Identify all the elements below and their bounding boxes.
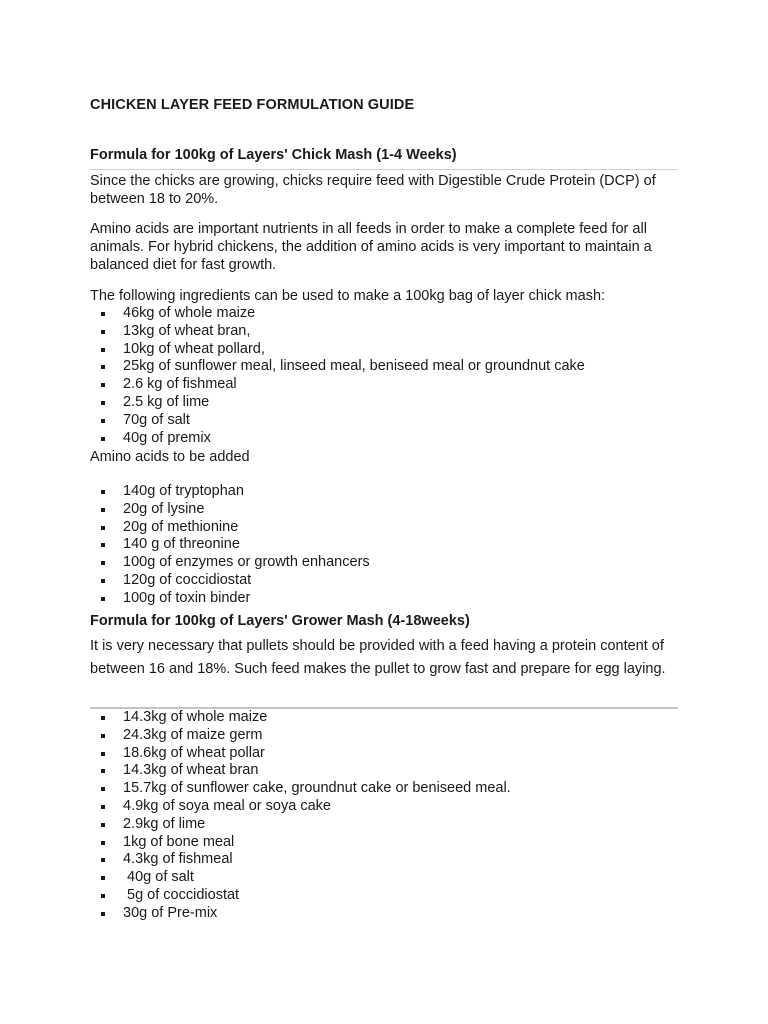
list-item <box>90 572 370 590</box>
list-item-text: 2.5 kg of lime <box>123 393 210 410</box>
bullet-marker <box>101 365 105 369</box>
document-title: CHICKEN LAYER FEED FORMULATION GUIDE <box>90 97 415 113</box>
bullet-marker <box>101 561 105 565</box>
amino-acids-paragraph: Amino acids are important nutrients in all feeds in order to make a complete feed for all animals. For hybrid chickens, the addition of amino acids is very important to maintain a balanced diet for fast growth. <box>90 221 652 273</box>
amino-acids-label: Amino acids to be added <box>90 449 250 465</box>
bullet-marker <box>101 805 105 809</box>
bullet-marker <box>101 858 105 862</box>
bullet-marker <box>101 876 105 880</box>
list-item-text: 14.3kg of wheat bran <box>123 762 259 779</box>
list-item-text: 140g of tryptophan <box>123 483 244 499</box>
list-item-text: 100g of toxin binder <box>123 589 251 606</box>
list-item-text: 120g of coccidiostat <box>123 571 252 588</box>
list-item-text: 20g of methionine <box>123 518 239 535</box>
bullet-marker <box>101 490 105 494</box>
bullet-marker <box>101 912 105 916</box>
bullet-marker <box>101 769 105 773</box>
list-item-text: 2.9kg of lime <box>123 815 206 832</box>
list-item <box>90 762 511 780</box>
bullet-marker <box>101 823 105 827</box>
list-item-text: 5g of coccidiostat <box>123 886 240 903</box>
list-item-text: 1kg of bone meal <box>123 833 235 850</box>
list-item <box>90 519 370 537</box>
bullet-marker <box>101 597 105 601</box>
bullet-marker <box>101 894 105 898</box>
bullet-marker <box>101 330 105 334</box>
list-item <box>90 394 585 412</box>
list-item-text: 40g of salt <box>123 869 194 886</box>
bullet-marker <box>101 543 105 547</box>
bullet-marker <box>101 312 105 316</box>
list-item-text: 100g of enzymes or growth enhancers <box>123 554 370 571</box>
list-item-text: 15.7kg of sunflower cake, groundnut cake or beniseed meal. <box>123 780 511 797</box>
bullet-marker <box>101 787 105 791</box>
list-item <box>90 869 511 887</box>
list-item <box>90 430 585 448</box>
list-item-text: 24.3kg of maize germ <box>123 726 263 743</box>
amino-acid-list <box>90 483 370 608</box>
list-item <box>90 887 511 905</box>
list-item <box>90 816 511 834</box>
bullet-marker <box>101 734 105 738</box>
list-item <box>90 412 585 430</box>
list-item <box>90 905 511 923</box>
list-item <box>90 590 370 608</box>
list-item-text: 70g of salt <box>123 411 190 428</box>
chick-mash-intro: The following ingredients can be used to make a 100kg bag of layer chick mash: <box>90 288 606 304</box>
list-item-text: 10kg of wheat pollard, <box>123 340 265 357</box>
list-item-text: 2.6 kg of fishmeal <box>123 376 237 393</box>
bullet-marker <box>101 526 105 530</box>
bullet-marker <box>101 841 105 845</box>
grower-mash-paragraph: It is very necessary that pullets should be provided with a feed having a protein content of between 16 and 18%. Such feed makes the pullet to grow fast and prepare for egg laying. <box>90 638 666 677</box>
bullet-marker <box>101 437 105 441</box>
list-item <box>90 341 585 359</box>
list-item-text: 13kg of wheat bran, <box>123 322 251 339</box>
bullet-marker <box>101 716 105 720</box>
list-item <box>90 501 370 519</box>
bullet-marker <box>101 348 105 352</box>
list-item <box>90 709 511 727</box>
bullet-marker <box>101 401 105 405</box>
bullet-marker <box>101 383 105 387</box>
list-item <box>90 376 585 394</box>
list-item-text: 30g of Pre-mix <box>123 904 218 921</box>
list-item <box>90 745 511 763</box>
section-divider <box>90 169 678 170</box>
list-item <box>90 536 370 554</box>
list-item <box>90 554 370 572</box>
list-item <box>90 358 585 376</box>
list-item-text: 20g of lysine <box>123 500 205 517</box>
grower-mash-ingredient-list <box>90 709 511 923</box>
bullet-marker <box>101 752 105 756</box>
list-item <box>90 851 511 869</box>
chick-mash-protein-paragraph: Since the chicks are growing, chicks require feed with Digestible Crude Protein (DCP) of between 18 to 20%. <box>90 173 656 207</box>
list-item-text: 4.3kg of fishmeal <box>123 851 233 868</box>
list-item <box>90 834 511 852</box>
bullet-marker <box>101 579 105 583</box>
list-item-text: 46kg of whole maize <box>123 305 256 321</box>
list-item-text: 18.6kg of wheat pollar <box>123 744 265 761</box>
bullet-marker <box>101 508 105 512</box>
chick-mash-ingredient-list <box>90 305 585 447</box>
list-item-text: 14.3kg of whole maize <box>123 709 268 725</box>
list-item-text: 4.9kg of soya meal or soya cake <box>123 797 331 814</box>
chick-mash-heading: Formula for 100kg of Layers' Chick Mash (1-4 Weeks) <box>90 147 457 163</box>
list-item <box>90 323 585 341</box>
bullet-marker <box>101 419 105 423</box>
list-item <box>90 727 511 745</box>
grower-mash-heading: Formula for 100kg of Layers' Grower Mash (4-18weeks) <box>90 613 470 629</box>
list-item-text: 25kg of sunflower meal, linseed meal, beniseed meal or groundnut cake <box>123 358 585 375</box>
list-item-text: 140 g of threonine <box>123 536 240 553</box>
list-item <box>90 798 511 816</box>
list-item-text: 40g of premix <box>123 429 211 446</box>
list-item <box>90 780 511 798</box>
list-item <box>90 305 585 323</box>
list-item <box>90 483 370 501</box>
